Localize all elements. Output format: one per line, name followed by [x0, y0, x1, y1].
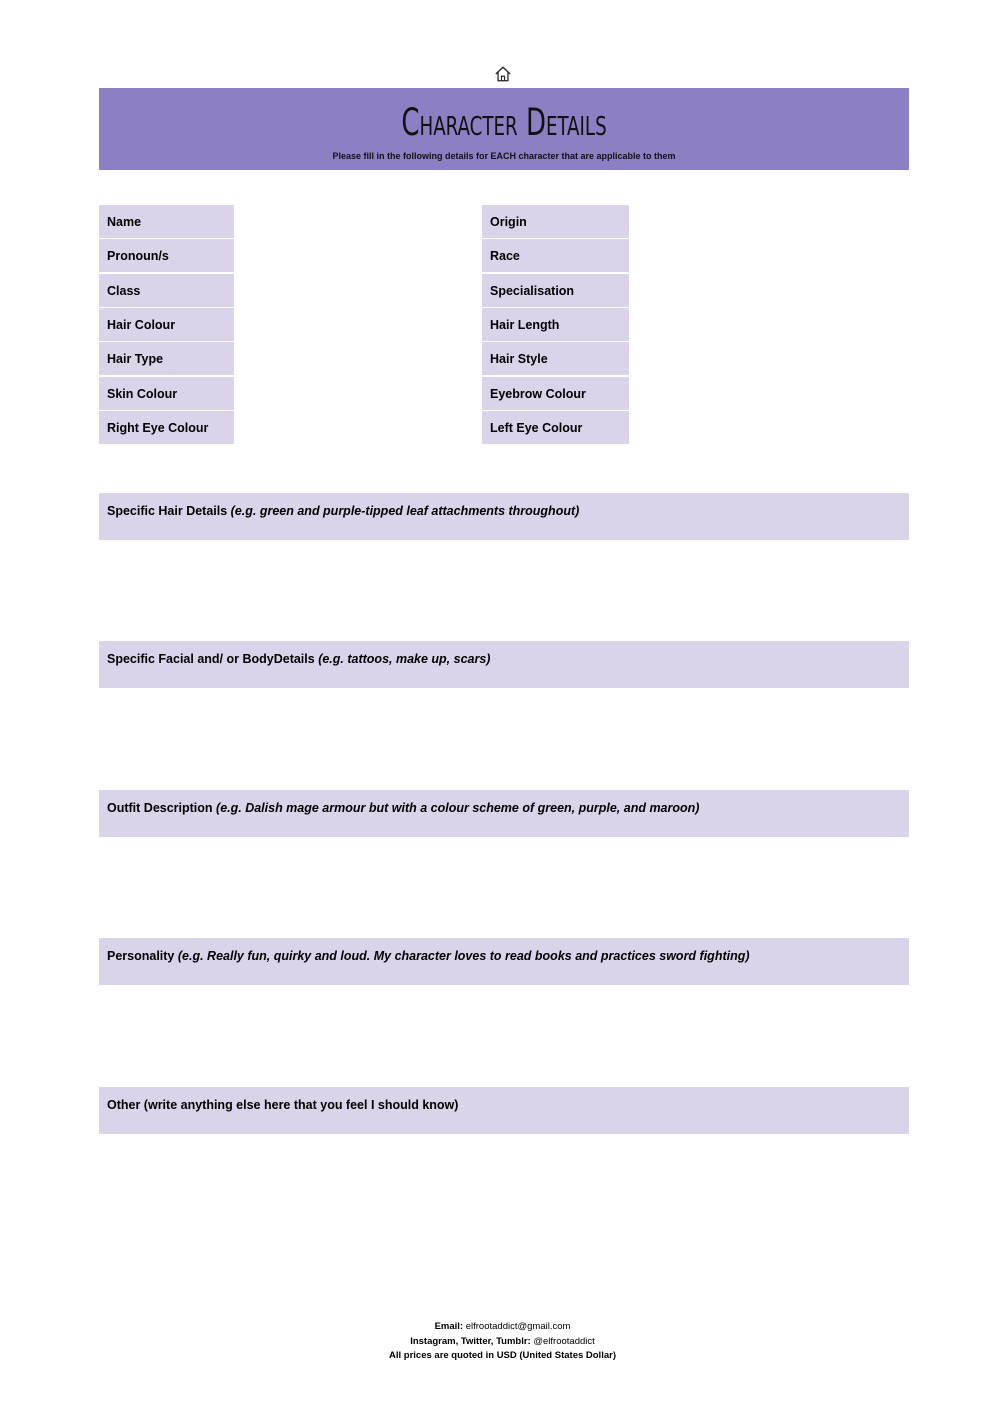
field-label-right-eye-colour: Right Eye Colour: [99, 411, 234, 444]
section-hint: (e.g. tattoos, make up, scars): [318, 652, 491, 666]
field-label-left-eye-colour: Left Eye Colour: [482, 411, 629, 444]
section-hair-details: [99, 493, 909, 540]
social-value: @elfrootaddict: [530, 1335, 595, 1347]
footer-social: [0, 1335, 1005, 1350]
email-label: Email:: [434, 1321, 464, 1332]
field-label-hair-colour: Hair Colour: [99, 308, 234, 341]
field-label-eyebrow-colour: Eyebrow Colour: [482, 377, 629, 410]
field-label-pronouns: Pronoun/s: [99, 239, 234, 272]
page-title: Character Details: [401, 101, 607, 144]
field-labels-right: [482, 205, 629, 445]
section-label: Outfit Description: [107, 801, 217, 815]
social-label: Instagram, Twitter, Tumblr:: [410, 1335, 531, 1347]
field-label-origin: Origin: [482, 205, 629, 238]
home-icon[interactable]: [494, 65, 512, 83]
email-value[interactable]: elfrootaddict@gmail.com: [463, 1321, 571, 1332]
page-subtitle: Please fill in the following details for EACH character that are applicable to them: [332, 151, 676, 161]
prices-note: All prices are quoted in USD (United States Dollar): [389, 1350, 616, 1361]
section-facial-body-details: [99, 641, 909, 688]
section-label: Specific Hair Details: [107, 504, 231, 518]
field-label-hair-type: Hair Type: [99, 342, 234, 375]
section-hint: (e.g. Dalish mage armour but with a colour scheme of green, purple, and maroon): [216, 801, 700, 815]
section-outfit-description: [99, 790, 909, 837]
section-personality: [99, 938, 909, 985]
section-label: Specific Facial and/ or BodyDetails: [107, 652, 319, 666]
footer-prices-note: [0, 1349, 1005, 1364]
field-label-class: Class: [99, 274, 234, 307]
field-label-name: Name: [99, 205, 234, 238]
field-label-hair-length: Hair Length: [482, 308, 629, 341]
field-labels-left: [99, 205, 234, 445]
field-label-hair-style: Hair Style: [482, 342, 629, 375]
footer-email: [0, 1320, 1005, 1335]
footer: [0, 1320, 1005, 1364]
header-banner: [99, 88, 909, 170]
field-label-race: Race: [482, 239, 629, 272]
section-label: Other (write anything else here that you feel I should know): [107, 1098, 459, 1112]
field-label-skin-colour: Skin Colour: [99, 377, 234, 410]
section-hint: (e.g. Really fun, quirky and loud. My character loves to read books and practices sword fighting): [177, 949, 750, 963]
section-other: [99, 1087, 909, 1134]
section-label: Personality: [107, 949, 178, 963]
section-hint: (e.g. green and purple-tipped leaf attachments throughout): [230, 504, 580, 518]
field-label-specialisation: Specialisation: [482, 274, 629, 307]
